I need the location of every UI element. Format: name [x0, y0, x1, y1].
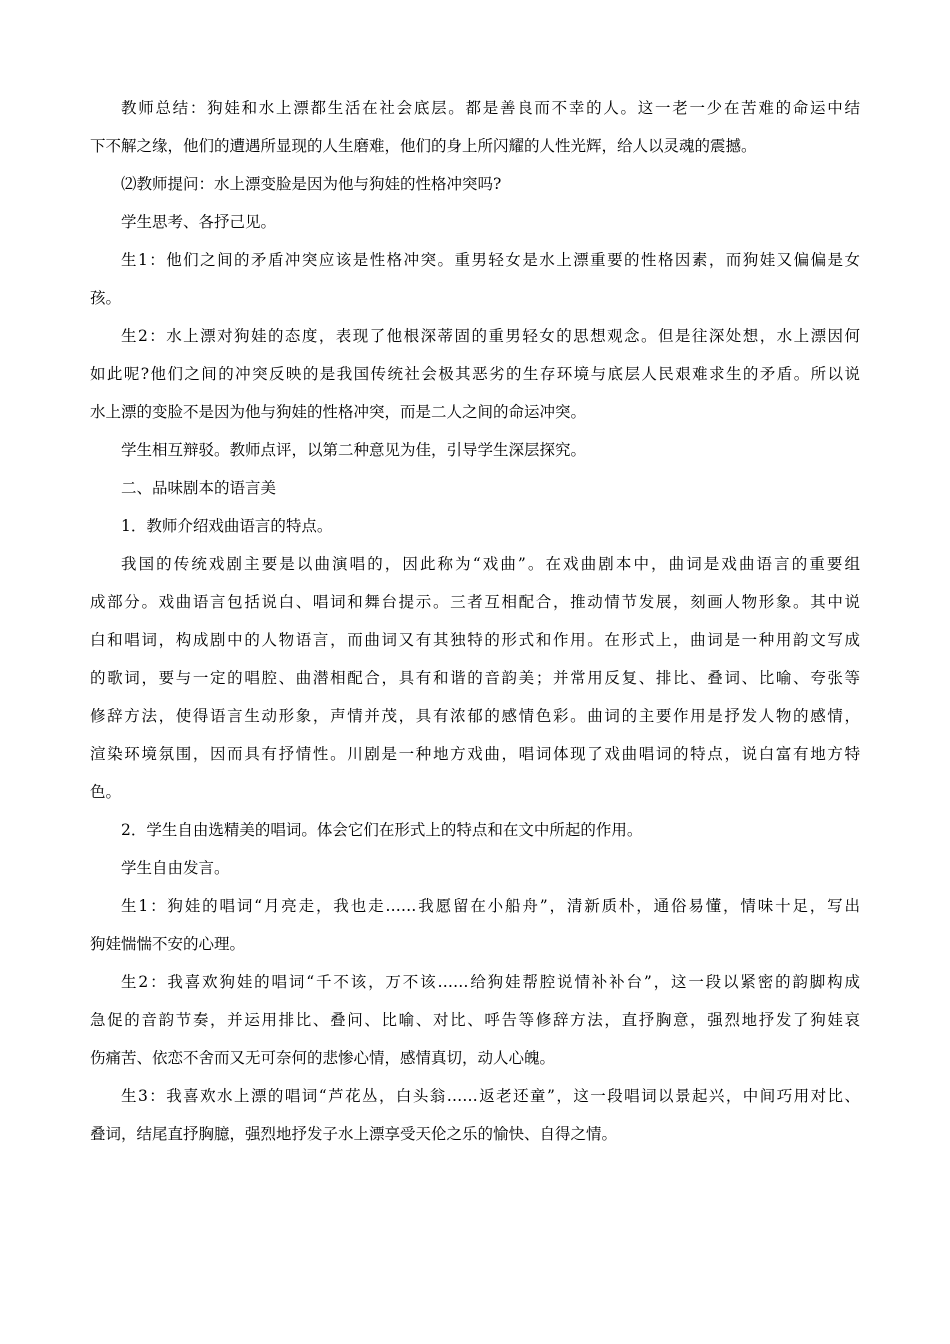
text-line: 2．学生自由选精美的唱词。体会它们在形式上的特点和在文中所起的作用。	[121, 821, 643, 839]
text-line: 急促的音韵节奏，并运用排比、叠问、比喻、对比、呼告等修辞方法，直抒胸意，强烈地抒发了狗娃哀	[90, 1011, 860, 1029]
text-line: 教师总结：狗娃和水上漂都生活在社会底层。都是善良而不幸的人。这一老一少在苦难的命运中结	[121, 99, 860, 117]
text-line: 生1：他们之间的矛盾冲突应该是性格冲突。重男轻女是水上漂重要的性格因素，而狗娃又偏偏是女	[121, 251, 860, 269]
text-line: 伤痛苦、依恋不舍而又无可奈何的悲惨心情，感情真切，动人心魄。	[90, 1049, 556, 1067]
text-line: 我国的传统戏剧主要是以曲演唱的，因此称为“戏曲”。在戏曲剧本中，曲词是戏曲语言的重要组	[121, 555, 860, 573]
text-line: ⑵教师提问：水上漂变脸是因为他与狗娃的性格冲突吗?	[121, 175, 502, 193]
text-line: 狗娃惴惴不安的心理。	[90, 935, 246, 953]
text-line: 的歌词，要与一定的唱腔、曲潜相配合，具有和谐的音韵美；并常用反复、排比、叠词、比喻、夸张等	[90, 669, 860, 687]
text-line: 生2：水上漂对狗娃的态度，表现了他根深蒂固的重男轻女的思想观念。但是往深处想，水上漂因何	[121, 327, 860, 345]
text-line: 孩。	[90, 289, 122, 307]
text-line: 生3：我喜欢水上漂的唱词“芦花丛，白头翁……返老还童”，这一段唱词以景起兴，中间巧用对比、	[121, 1087, 860, 1105]
text-line: 修辞方法，使得语言生动形象，声情并茂，具有浓郁的感情色彩。曲词的主要作用是抒发人物的感情，	[90, 707, 860, 725]
text-line: 学生相互辩驳。教师点评，以第二种意见为佳，引导学生深层探究。	[121, 441, 587, 459]
text-line: 生2：我喜欢狗娃的唱词“千不该，万不该……给狗娃帮腔说情补补台”，这一段以紧密的韵脚构成	[121, 973, 860, 991]
text-line: 1．教师介绍戏曲语言的特点。	[121, 517, 333, 535]
text-line: 叠词，结尾直抒胸臆，强烈地抒发子水上漂享受天伦之乐的愉快、自得之情。	[90, 1125, 618, 1143]
text-line: 生1：狗娃的唱词“月亮走，我也走……我愿留在小船舟”，清新质朴，通俗易懂，情味十足，写出	[121, 897, 860, 915]
text-line: 如此呢?他们之间的冲突反映的是我国传统社会极其恶劣的生存环境与底层人民艰难求生的矛盾。所以说	[90, 365, 860, 383]
text-line: 色。	[90, 783, 122, 801]
text-line: 学生思考、各抒己见。	[121, 213, 277, 231]
text-line: 渲染环境氛围，因而具有抒情性。川剧是一种地方戏曲，唱词体现了戏曲唱词的特点，说白富有地方特	[90, 745, 860, 763]
document-page	[90, 96, 860, 1160]
text-line: 白和唱词，构成剧中的人物语言，而曲词又有其独特的形式和作用。在形式上，曲词是一种用韵文写成	[90, 631, 860, 649]
text-line: 成部分。戏曲语言包括说白、唱词和舞台提示。三者互相配合，推动情节发展，刻画人物形象。其中说	[90, 593, 860, 611]
text-line: 水上漂的变脸不是因为他与狗娃的性格冲突，而是二人之间的命运冲突。	[90, 403, 587, 421]
text-line: 下不解之缘，他们的遭遇所显现的人生磨难，他们的身上所闪耀的人性光辉，给人以灵魂的震撼。	[90, 137, 757, 155]
text-line: 学生自由发言。	[121, 859, 230, 877]
text-line: 二、品味剧本的语言美	[121, 479, 277, 497]
